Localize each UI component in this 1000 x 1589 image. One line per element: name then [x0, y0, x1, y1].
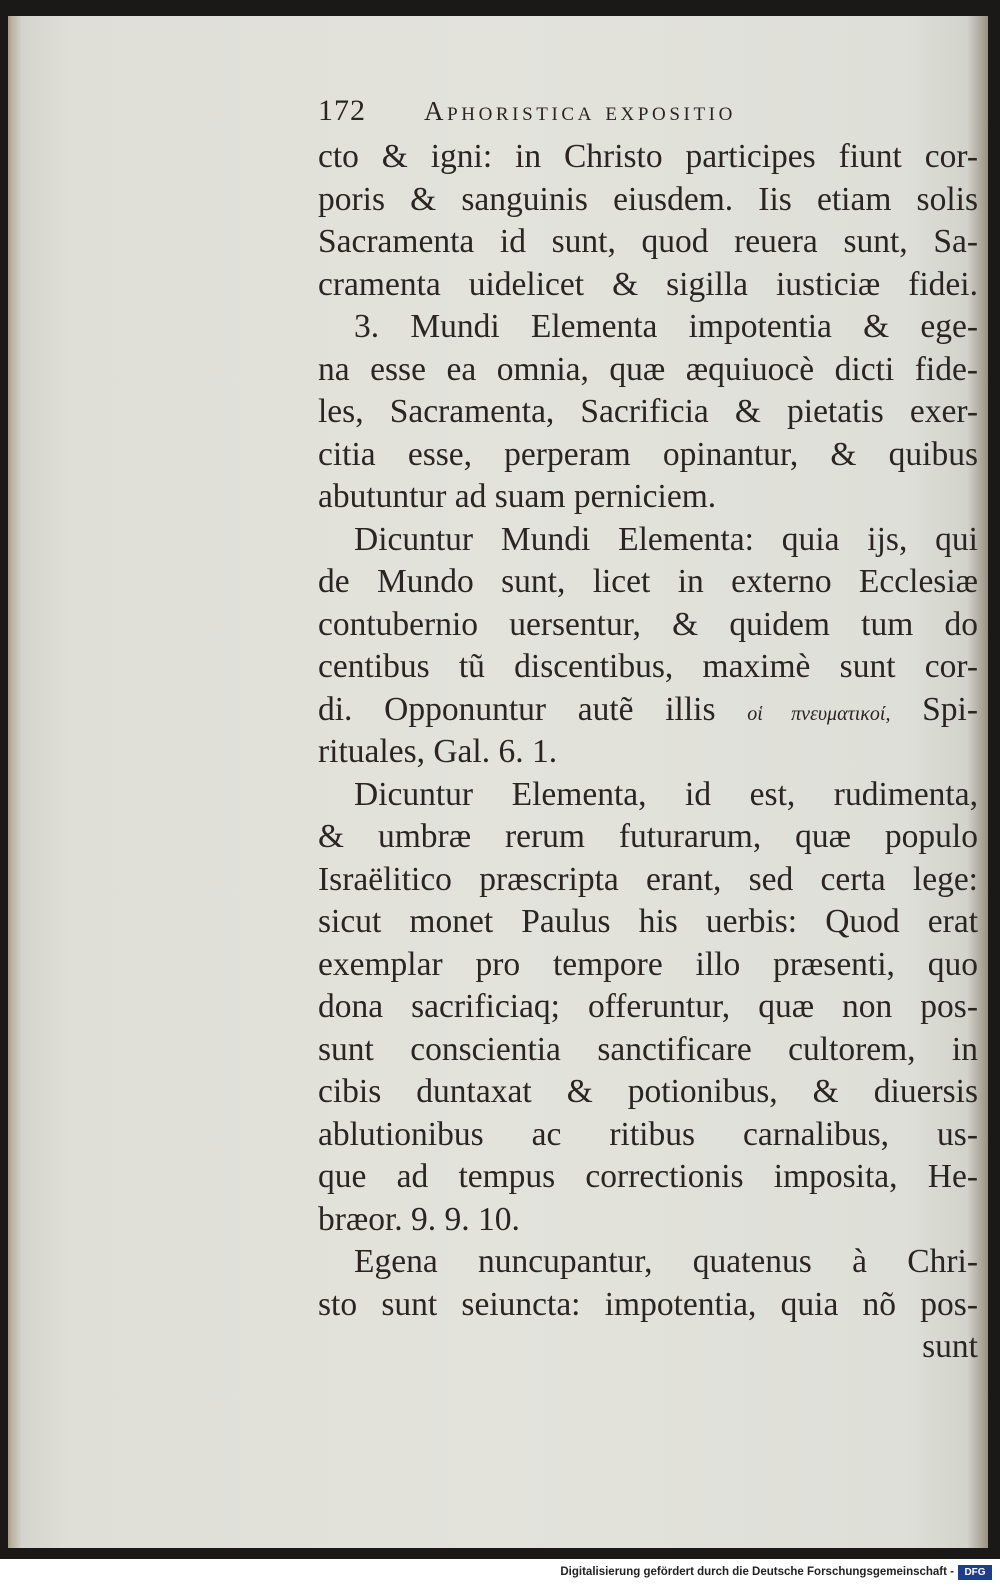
text-line: na esse ea omnia, quæ æquiuocè dicti fide-	[318, 350, 978, 388]
text-line: Egena nuncupantur, quatenus à Chri-	[354, 1243, 978, 1280]
footer-bar	[0, 1559, 1000, 1589]
text-line: & umbræ rerum futurarum, quæ populo	[318, 818, 978, 855]
text-line: Dicuntur Elementa, id est, rudimenta,	[354, 775, 978, 813]
text-line: abutuntur ad suam perniciem.	[318, 478, 717, 515]
text-line: cibis duntaxat & potionibus, & diuersis	[318, 1073, 978, 1110]
catchword: sunt	[922, 1328, 978, 1365]
greek-phrase: οἱ πνευματικοί,	[747, 702, 891, 725]
text-line: les, Sacramenta, Sacrificia & pietatis exer-	[318, 393, 978, 430]
text-line: dona sacrificiaq; offeruntur, quæ non pos-	[318, 988, 978, 1025]
text-line: ablutionibus ac ritibus carnalibus, us-	[318, 1115, 978, 1153]
running-title: Aphoristica expositio	[424, 96, 736, 126]
text-line: Dicuntur Mundi Elementa: quia ijs, qui	[354, 520, 978, 558]
text-line: 3. Mundi Elementa impotentia & ege-	[354, 308, 978, 345]
text-line-with-greek	[318, 689, 978, 732]
text-line: que ad tempus correctionis imposita, He-	[318, 1158, 978, 1195]
text-fragment: di. Opponuntur autẽ illis	[318, 690, 716, 728]
text-line: sto sunt seiuncta: impotentia, quia nõ pos-	[318, 1285, 978, 1323]
text-fragment: Spi-	[922, 690, 979, 728]
text-line: sicut monet Paulus his uerbis: Quod erat	[318, 903, 978, 940]
text-line: exemplar pro tempore illo præsenti, quo	[318, 945, 978, 983]
text-line: de Mundo sunt, licet in externo Ecclesiæ	[318, 563, 978, 600]
page-text	[318, 92, 978, 1369]
text-line: Sacramenta id sunt, quod reuera sunt, Sa-	[318, 223, 978, 260]
text-line: Israëlitico præscripta erant, sed certa lege:	[318, 860, 978, 898]
text-line: rituales, Gal. 6. 1.	[318, 733, 558, 770]
text-line: poris & sanguinis eiusdem. Iis etiam solis	[318, 180, 978, 218]
text-line: cto & igni: in Christo participes fiunt cor-	[318, 138, 978, 175]
page-number: 172	[318, 94, 366, 127]
text-line: bræor. 9. 9. 10.	[318, 1200, 520, 1238]
text-line: cramenta uidelicet & sigilla iusticiæ fidei.	[318, 265, 978, 303]
gutter-shadow	[8, 16, 22, 1548]
text-line: sunt conscientia sanctificare cultorem, in	[318, 1030, 978, 1068]
text-line: citia esse, perperam opinantur, & quibus	[318, 435, 978, 473]
running-head	[318, 92, 978, 136]
funding-credit: Digitalisierung gefördert durch die Deutsche Forschungsgemeinschaft -	[560, 1566, 954, 1578]
dfg-logo: DFG	[958, 1565, 992, 1580]
text-line: contubernio uersentur, & quidem tum do	[318, 605, 978, 643]
text-line: centibus tũ discentibus, maximè sunt cor-	[318, 648, 978, 685]
